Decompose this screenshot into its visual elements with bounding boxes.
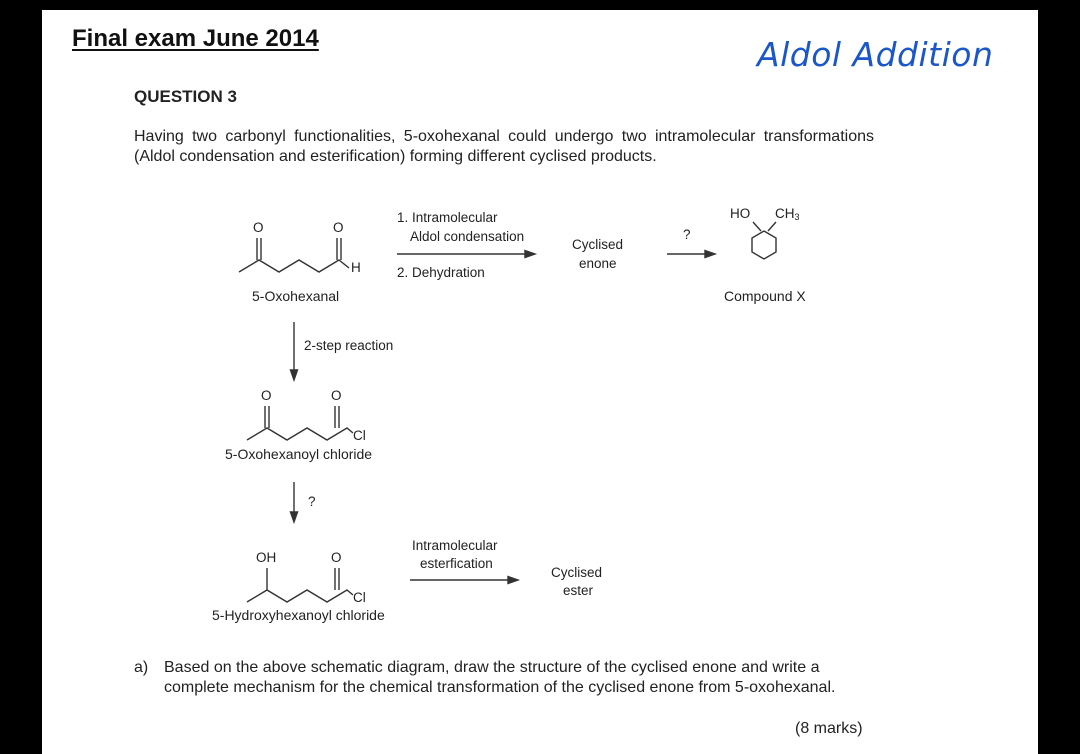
aldol-step1-line2: Aldol condensation: [410, 229, 525, 244]
unknown-reagent-label: ?: [683, 227, 691, 242]
hydroxy-chloride-carbonyl-oxygen: O: [331, 550, 342, 565]
ester-arrow: [410, 575, 520, 585]
aldol-arrow: [397, 249, 537, 259]
acid-chloride-chlorine: Cl: [353, 428, 366, 443]
oxohexanal-ketone-oxygen: O: [253, 220, 264, 235]
topic-title: Aldol Addition: [757, 35, 994, 74]
hydroxy-chloride-hydroxyl: OH: [256, 550, 277, 565]
acid-chloride-ketone-oxygen: O: [261, 388, 272, 403]
exam-title: Final exam June 2014: [72, 25, 319, 52]
part-a-text: Based on the above schematic diagram, draw the structure of the cyclised enone and write a complete mechanism for the chemical transformation of the cyclised enone from 5-oxohexanal.: [164, 659, 836, 696]
hydroxy-chloride-name: 5-Hydroxyhexanoyl chloride: [212, 607, 385, 623]
exam-page: [42, 10, 1038, 754]
enone-label-line1: Cyclised: [572, 237, 624, 252]
oxohexanal-aldehyde-hydrogen: H: [351, 260, 361, 275]
compound-x-structure: [742, 215, 802, 275]
oxohexanal-chain: [239, 260, 349, 272]
two-step-label: 2-step reaction: [304, 338, 394, 353]
part-a-marks: (8 marks): [795, 720, 863, 737]
cyclohexane-ring: [752, 231, 776, 259]
oxohexanal-aldehyde-oxygen: O: [333, 220, 344, 235]
acid-chloride-carbonyl-oxygen: O: [331, 388, 342, 403]
aldol-step2: 2. Dehydration: [397, 265, 485, 280]
part-a-marker: a): [134, 659, 149, 676]
aldol-step1-line1: 1. Intramolecular: [397, 210, 498, 225]
compound-x-arrow: [667, 249, 717, 259]
ester-label-line1: Cyclised: [551, 565, 603, 580]
compound-x-name: Compound X: [724, 288, 806, 304]
reduction-arrow: [288, 482, 300, 524]
oxohexanal-name: 5-Oxohexanal: [252, 288, 340, 304]
part-a: [134, 658, 874, 698]
ester-label-line2: ester: [563, 583, 594, 598]
question-number: QUESTION 3: [134, 87, 237, 106]
acid-chloride-name: 5-Oxohexanoyl chloride: [225, 446, 373, 462]
compound-x-methyl-subscript: 3: [794, 212, 800, 222]
question-intro: Having two carbonyl functionalities, 5-oxohexanal could undergo two intramolecular transformations (Aldol condensation and esterification) forming different cyclised products.: [134, 128, 874, 165]
ester-arrow-line1: Intramolecular: [412, 538, 498, 553]
compound-x-hydroxyl: HO: [730, 206, 751, 221]
acid-chloride-structure: [240, 388, 370, 448]
hydroxy-chloride-chlorine: Cl: [353, 590, 366, 605]
ester-arrow-line2: esterfication: [420, 556, 493, 571]
two-step-arrow: [288, 322, 300, 382]
enone-label-line2: enone: [579, 256, 617, 271]
reduction-label: ?: [308, 494, 316, 509]
compound-x-methyl-ch: CH: [775, 206, 795, 221]
